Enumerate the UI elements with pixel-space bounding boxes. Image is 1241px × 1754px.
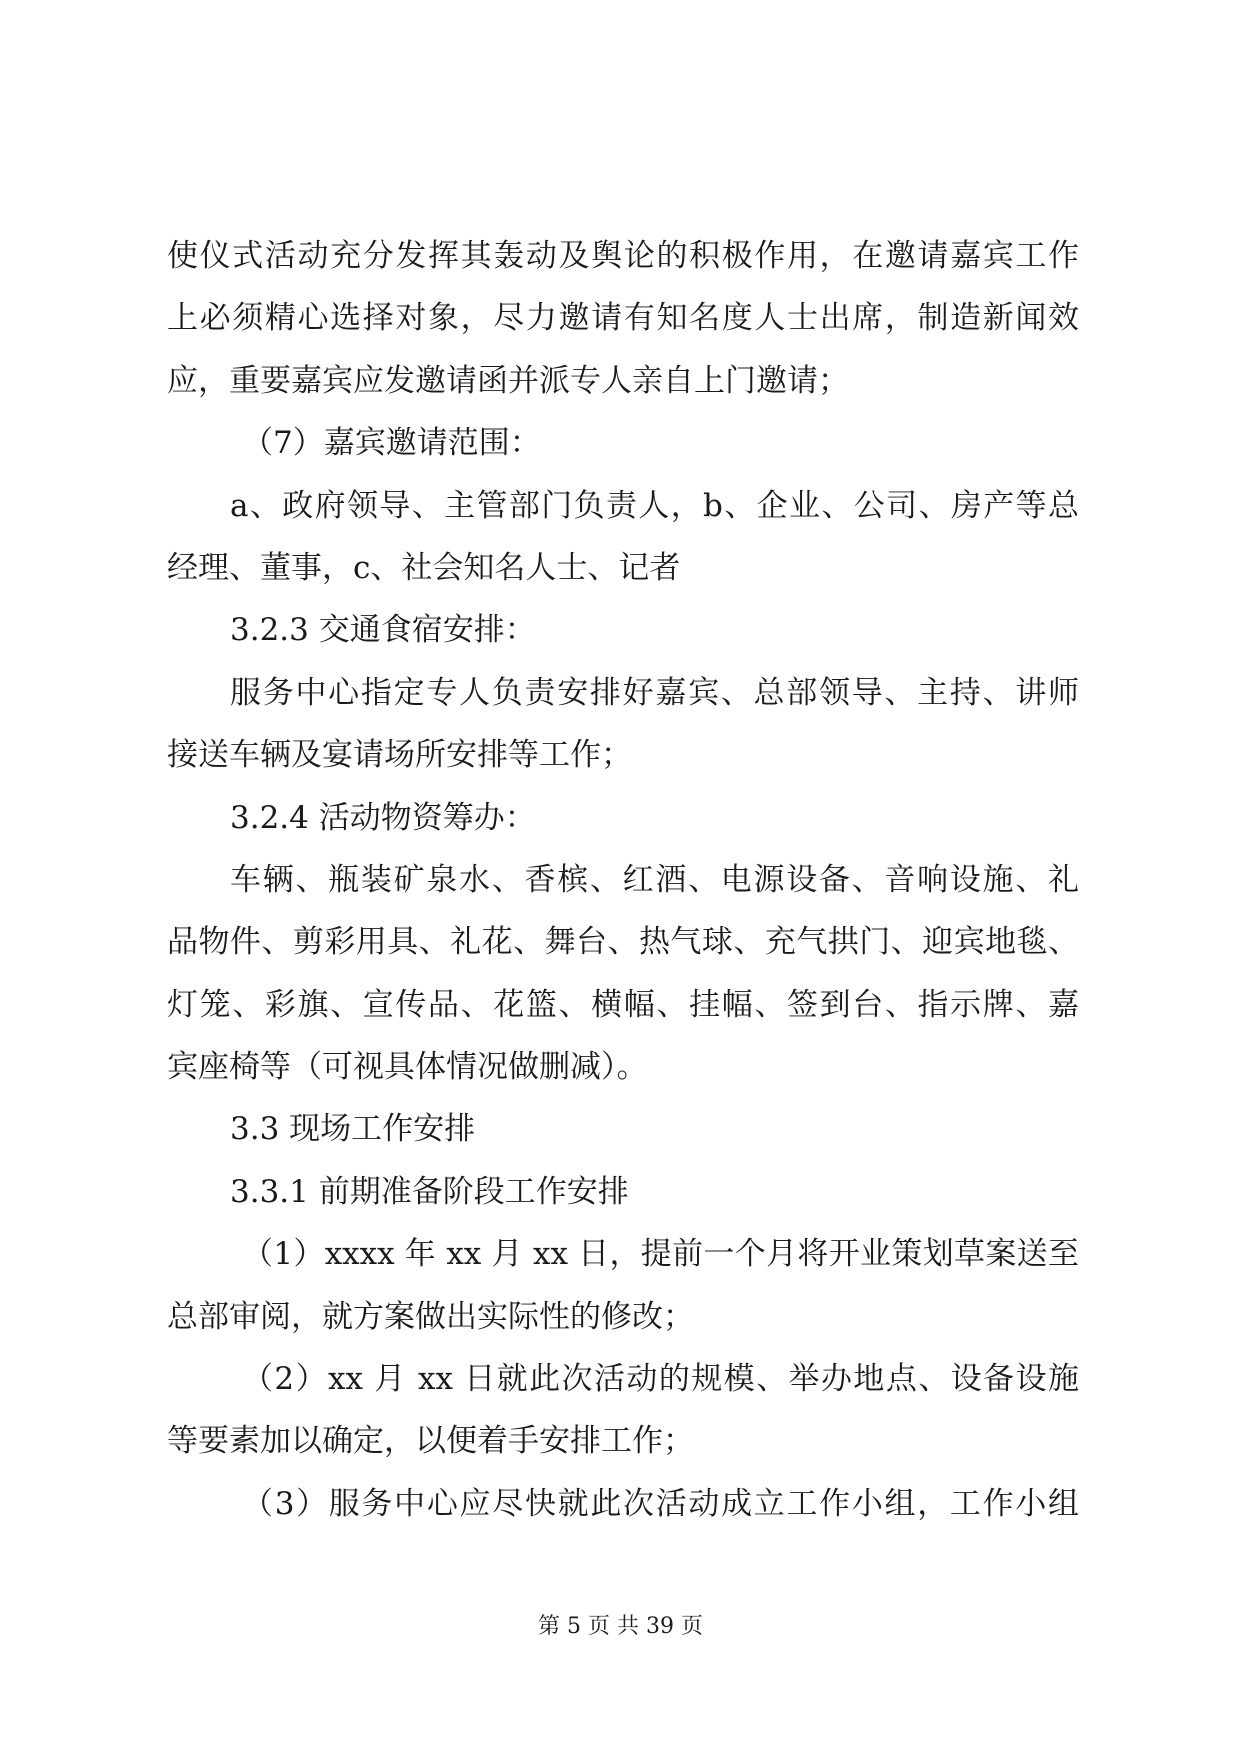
text-line: a、政府领导、主管部门负责人，b、企业、公司、房产等总 bbox=[230, 487, 1079, 524]
body-text bbox=[167, 225, 1079, 1535]
text-line: 经理、董事，c、社会知名人士、记者 bbox=[167, 549, 681, 586]
text-line: 接送车辆及宴请场所安排等工作； bbox=[167, 737, 632, 774]
text-line: 宾座椅等（可视具体情况做删减）。 bbox=[167, 1049, 648, 1086]
section-heading: 3.3 现场工作安排 bbox=[230, 1111, 476, 1148]
text-line: 等要素加以确定，以便着手安排工作； bbox=[167, 1423, 694, 1460]
text-line: （3）服务中心应尽快就此次活动成立工作小组，工作小组 bbox=[242, 1485, 1079, 1522]
section-heading: 3.2.3 交通食宿安排： bbox=[230, 612, 536, 649]
text-line: （1）xxxx 年 xx 月 xx 日，提前一个月将开业策划草案送至 bbox=[242, 1236, 1079, 1273]
text-line: 应，重要嘉宾应发邀请函并派专人亲自上门邀请； bbox=[167, 362, 849, 399]
text-line: 灯笼、彩旗、宣传品、花篮、横幅、挂幅、签到台、指示牌、嘉 bbox=[167, 986, 1079, 1023]
text-line: 总部审阅，就方案做出实际性的修改； bbox=[167, 1298, 694, 1335]
text-line: 品物件、剪彩用具、礼花、舞台、热气球、充气拱门、迎宾地毯、 bbox=[167, 924, 1079, 961]
text-line: （2）xx 月 xx 日就此次活动的规模、举办地点、设备设施 bbox=[242, 1361, 1079, 1398]
text-line: 使仪式活动充分发挥其轰动及舆论的积极作用，在邀请嘉宾工作 bbox=[167, 238, 1079, 274]
page-footer: 第 5 页 共 39 页 bbox=[538, 1614, 703, 1639]
section-heading: 3.2.4 活动物资筹办： bbox=[230, 799, 536, 836]
text-line: （7）嘉宾邀请范围： bbox=[242, 425, 541, 462]
section-heading: 3.3.1 前期准备阶段工作安排 bbox=[230, 1173, 629, 1210]
text-line: 车辆、瓶装矿泉水、香槟、红酒、电源设备、音响设施、礼 bbox=[230, 861, 1079, 898]
text-line: 上必须精心选择对象，尽力邀请有知名度人士出席，制造新闻效 bbox=[167, 300, 1079, 337]
text-line: 服务中心指定专人负责安排好嘉宾、总部领导、主持、讲师 bbox=[230, 674, 1079, 711]
